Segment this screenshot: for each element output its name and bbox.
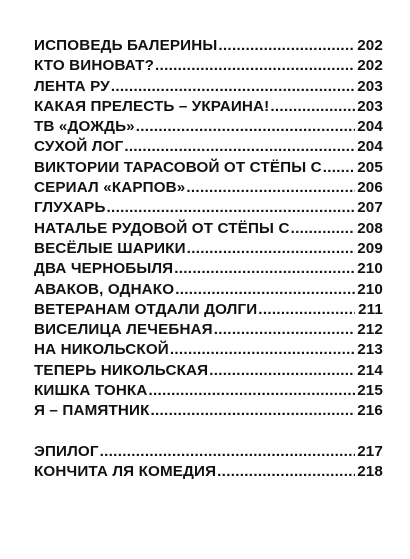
dot-leader [186, 178, 355, 198]
dot-leader [148, 381, 355, 401]
toc-entry-title: ВЕСЁЛЫЕ ШАРИКИ [34, 239, 186, 257]
toc-entry-page: 210 [357, 280, 383, 298]
toc-entry[interactable] [34, 361, 383, 381]
dot-leader [111, 77, 355, 97]
toc-entry-title: ВИКТОРИИ ТАРАСОВОЙ ОТ СТЁПЫ С [34, 158, 322, 176]
toc-entry-title: ТВ «ДОЖДЬ» [34, 118, 135, 136]
toc-entry-title: ВЕТЕРАНАМ ОТДАЛИ ДОЛГИ [34, 300, 258, 318]
toc-entry-title: ИСПОВЕДЬ БАЛЕРИНЫ [34, 37, 218, 54]
toc-entry-title: СЕРИАЛ «КАРПОВ» [34, 179, 186, 197]
dot-leader [170, 340, 355, 360]
toc-entry[interactable] [34, 280, 383, 300]
toc-entry[interactable] [34, 401, 383, 421]
toc-entry[interactable] [34, 97, 383, 117]
toc-entry[interactable] [34, 56, 383, 76]
toc-entry[interactable] [34, 300, 383, 320]
dot-leader [136, 117, 355, 137]
dot-leader [217, 462, 355, 482]
toc-entry-page: 213 [357, 341, 383, 359]
toc-entry-page: 211 [358, 300, 383, 318]
toc-entry[interactable] [34, 77, 383, 97]
toc-entry-page: 203 [357, 77, 383, 95]
toc-entry[interactable] [34, 117, 383, 137]
toc-entry-title: СУХОЙ ЛОГ [34, 138, 124, 156]
dot-leader [209, 361, 355, 381]
toc-entry-page: 205 [357, 158, 383, 176]
dot-leader [150, 401, 355, 421]
toc-entry-page: 203 [357, 97, 383, 115]
section-gap [34, 422, 383, 442]
toc-entry[interactable] [34, 198, 383, 218]
toc-entry-title: КИШКА ТОНКА [34, 382, 148, 400]
toc-entry-title: ВИСЕЛИЦА ЛЕЧЕБНАЯ [34, 321, 213, 339]
toc-entry-page: 207 [357, 199, 383, 217]
toc-entry[interactable] [34, 178, 383, 198]
dot-leader [323, 158, 355, 178]
toc-entry-page: 215 [357, 382, 383, 400]
toc-entry[interactable] [34, 219, 383, 239]
toc-entry[interactable] [34, 340, 383, 360]
dot-leader [187, 239, 355, 259]
dot-leader [270, 97, 355, 117]
toc-entry-page: 216 [357, 402, 383, 420]
dot-leader [218, 36, 355, 56]
toc-entry-title: ГЛУХАРЬ [34, 199, 106, 217]
toc-entry-page: 217 [357, 442, 383, 460]
dot-leader [258, 300, 355, 320]
toc-entry-page: 210 [357, 260, 383, 278]
toc-entry-page: 208 [357, 219, 383, 237]
toc-entry-title: ЭПИЛОГ [34, 442, 99, 460]
toc-entry[interactable] [34, 137, 383, 157]
toc-entry-page: 218 [357, 463, 383, 481]
dot-leader [174, 259, 355, 279]
toc-entry-title: АВАКОВ, ОДНАКО [34, 280, 175, 298]
toc-entry[interactable] [34, 381, 383, 401]
toc-entry-title: ЛЕНТА РУ [34, 77, 110, 95]
dot-leader [214, 320, 355, 340]
toc-entry-title: КТО ВИНОВАТ? [34, 57, 155, 75]
toc-entry-epilogue[interactable] [34, 442, 383, 462]
toc-entry-title: НАТАЛЬЕ РУДОВОЙ ОТ СТЁПЫ С [34, 219, 290, 237]
dot-leader [100, 442, 355, 462]
toc-entry-title: Я – ПАМЯТНИК [34, 402, 150, 420]
toc-entry-title: ТЕПЕРЬ НИКОЛЬСКАЯ [34, 361, 209, 379]
dot-leader [175, 280, 355, 300]
toc-entry-page: 206 [357, 179, 383, 197]
table-of-contents [34, 36, 383, 483]
toc-entry-page: 214 [357, 361, 383, 379]
toc-entry-page: 202 [357, 57, 383, 75]
toc-entry-page: 209 [357, 239, 383, 257]
dot-leader [107, 198, 355, 218]
dot-leader [291, 219, 355, 239]
toc-entry[interactable] [34, 259, 383, 279]
dot-leader [155, 56, 355, 76]
toc-entry-title: КАКАЯ ПРЕЛЕСТЬ – УКРАИНА! [34, 97, 270, 115]
toc-entry-page: 204 [357, 138, 383, 156]
toc-entry[interactable] [34, 36, 383, 56]
toc-entry-title: КОНЧИТА ЛЯ КОМЕДИЯ [34, 463, 217, 481]
toc-entry[interactable] [34, 320, 383, 340]
toc-entry[interactable] [34, 158, 383, 178]
dot-leader [124, 137, 355, 157]
toc-entry[interactable] [34, 239, 383, 259]
toc-entry-page: 202 [357, 37, 383, 54]
toc-entry-title: НА НИКОЛЬСКОЙ [34, 341, 169, 359]
toc-entry-page: 212 [357, 321, 383, 339]
toc-entry-page: 204 [357, 118, 383, 136]
toc-entry-title: ДВА ЧЕРНОБЫЛЯ [34, 260, 174, 278]
toc-entry-final[interactable] [34, 462, 383, 482]
